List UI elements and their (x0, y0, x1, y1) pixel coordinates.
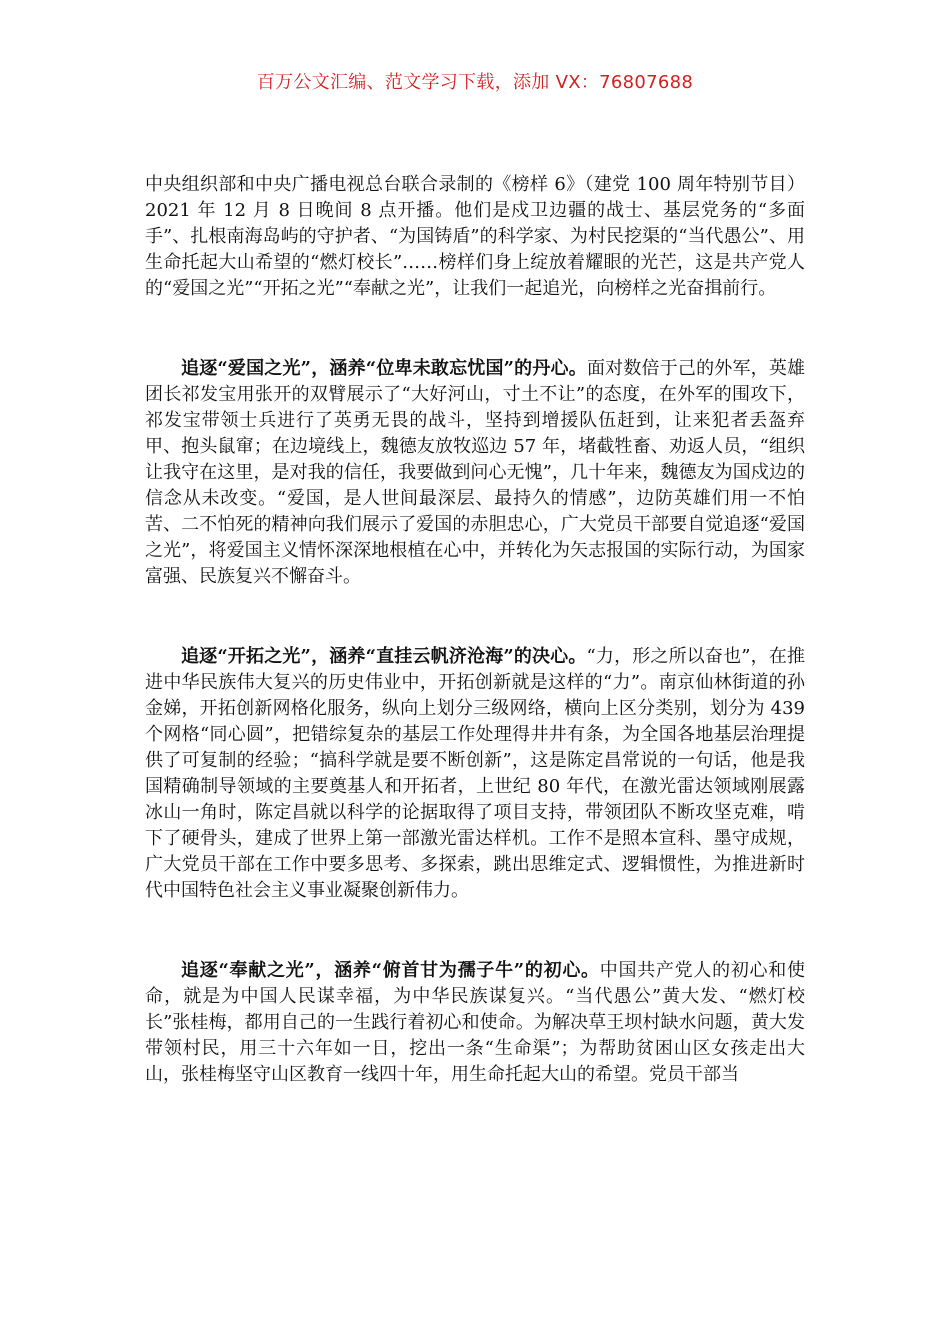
paragraph-pioneering (145, 644, 805, 904)
paragraph-body: “力，形之所以奋也”，在推进中华民族伟大复兴的历史伟业中，开拓创新就是这样的“力”。南京仙林街道的孙金娣，开拓创新网格化服务，纵向上划分三级网络，横向上区分类别，划分为 439 个网格“同心圆”，把错综复杂的基层工作处理得井井有条，为全国各地基层治理提供了可复制的经验；“搞科学就是要不断创新”，这是陈定昌常说的一句话，他是我国精确制导领域的主要奠基人和开拓者，上世纪 80 年代，在激光雷达领域刚展露冰山一角时，陈定昌就以科学的论据取得了项目支持，带领团队不断攻坚克难，啃下了硬骨头，建成了世界上第一部激光雷达样机。工作不是照本宣科、墨守成规，广大党员干部在工作中要多思考、多探索，跳出思维定式、逻辑惯性，为推进新时代中国特色社会主义事业凝聚创新伟力。 (145, 646, 805, 901)
paragraph-patriotism (145, 356, 805, 590)
paragraph-intro (145, 172, 805, 302)
paragraph-dedication (145, 958, 805, 1088)
paragraph-body: 中央组织部和中央广播电视总台联合录制的《榜样 6》（建党 100 周年特别节目）2021 年 12 月 8 日晚间 8 点开播。他们是戍卫边疆的战士、基层党务的“多面手”、扎根南海岛屿的守护者、“为国铸盾”的科学家、为村民挖渠的“当代愚公”、用生命托起大山希望的“燃灯校长”……榜样们身上绽放着耀眼的光芒，这是共产党人的“爱国之光”“开拓之光”“奉献之光”，让我们一起追光，向榜样之光奋揖前行。 (145, 174, 805, 299)
header-watermark-text: 百万公文汇编、范文学习下载，添加 VX：76807688 (256, 72, 694, 93)
paragraph-body: 面对数倍于己的外军，英雄团长祁发宝用张开的双臂展示了“大好河山，寸土不让”的态度，在外军的围攻下，祁发宝带领士兵进行了英勇无畏的战斗，坚持到增援队伍赶到，让来犯者丢盔弃甲、抱头鼠窜；在边境线上，魏德友放牧巡边 57 年，堵截牲畜、劝返人员，“组织让我守在这里，是对我的信任，我要做到问心无愧”，几十年来，魏德友为国戍边的信念从未改变。“爱国，是人世间最深层、最持久的情感”，边防英雄们用一不怕苦、二不怕死的精神向我们展示了爱国的赤胆忠心，广大党员干部要自觉追逐“爱国之光”，将爱国主义情怀深深地根植在心中，并转化为矢志报国的实际行动，为国家富强、民族复兴不懈奋斗。 (145, 358, 806, 587)
paragraph-lead: 追逐“爱国之光”，涵养“位卑未敢忘忧国”的丹心。 (181, 358, 587, 379)
paragraph-lead: 追逐“奉献之光”，涵养“俯首甘为孺子牛”的初心。 (181, 960, 600, 981)
article-body (145, 172, 805, 1142)
paragraph-body: 中国共产党人的初心和使命，就是为中国人民谋幸福，为中华民族谋复兴。“当代愚公”黄大发、“燃灯校长”张桂梅，都用自己的一生践行着初心和使命。为解决草王坝村缺水问题，黄大发带领村民，用三十六年如一日，挖出一条“生命渠”；为帮助贫困山区女孩走出大山，张桂梅坚守山区教育一线四十年，用生命托起大山的希望。党员干部当 (145, 960, 805, 1085)
paragraph-lead: 追逐“开拓之光”，涵养“直挂云帆济沧海”的决心。 (181, 646, 587, 667)
